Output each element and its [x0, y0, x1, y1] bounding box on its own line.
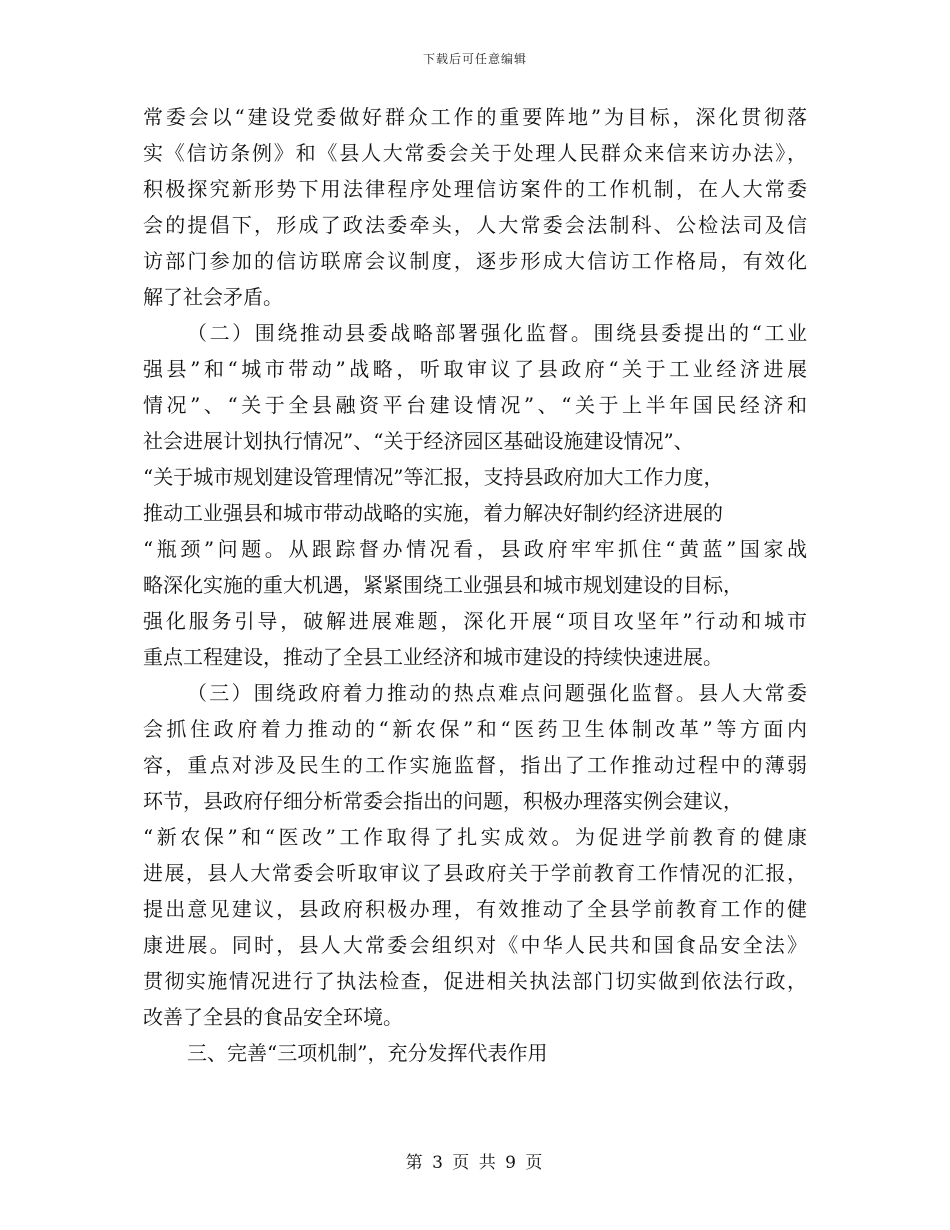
document-body: [143, 99, 807, 1071]
text-line: 情况”、“关于全县融资平台建设情况”、“关于上半年国民经济和: [143, 393, 807, 417]
text-line: 解了社会矛盾。: [143, 285, 283, 309]
text-line: 会抓住政府着力推动的“新农保”和“医药卫生体制改革”等方面内: [143, 717, 807, 741]
text-line: 进展，县人大常委会听取审议了县政府关于学前教育工作情况的汇报，: [143, 861, 807, 885]
text-line: 提出意见建议，县政府积极办理，有效推动了全县学前教育工作的健: [143, 897, 807, 921]
text-line: 改善了全县的食品安全环境。: [143, 1005, 403, 1029]
text-line: “关于城市规划建设管理情况”等汇报，支持县政府加大工作力度，: [143, 465, 724, 489]
text-line: 贯彻实施情况进行了执法检查，促进相关执法部门切实做到依法行政，: [143, 969, 807, 993]
text-line: 重点工程建设，推动了全县工业经济和城市建设的持续快速进展。: [143, 645, 723, 669]
section-3-heading-line: （三）围绕政府着力推动的热点难点问题强化监督。县人大常委: [187, 681, 807, 705]
text-line: 常委会以“建设党委做好群众工作的重要阵地”为目标，深化贯彻落: [143, 105, 807, 129]
text-line: “瓶颈”问题。从跟踪督办情况看，县政府牢牢抓住“黄蓝”国家战: [143, 537, 807, 561]
section-2-heading-line: （二）围绕推动县委战略部署强化监督。围绕县委提出的“工业: [187, 321, 807, 345]
text-line: “新农保”和“医改”工作取得了扎实成效。为促进学前教育的健康: [143, 825, 807, 849]
text-line: 康进展。同时，县人大常委会组织对《中华人民共和国食品安全法》: [143, 933, 807, 957]
text-line: 环节，县政府仔细分析常委会指出的问题，积极办理落实例会建议，: [143, 789, 743, 813]
text-line: 社会进展计划执行情况”、“关于经济园区基础设施建设情况”、: [143, 429, 694, 453]
text-line: 会的提倡下，形成了政法委牵头，人大常委会法制科、公检法司及信: [143, 213, 807, 237]
section-heading-three-mechanisms: 三、完善“三项机制”，充分发挥代表作用: [187, 1041, 548, 1065]
text-line: 容，重点对涉及民生的工作实施监督，指出了工作推动过程中的薄弱: [143, 753, 807, 777]
text-line: 强化服务引导，破解进展难题，深化开展“项目攻坚年”行动和城市: [143, 609, 807, 633]
text-line: 积极探究新形势下用法律程序处理信访案件的工作机制，在人大常委: [143, 177, 807, 201]
text-line: 推动工业强县和城市带动战略的实施，着力解决好制约经济进展的: [143, 501, 723, 525]
download-note: 下载后可任意编辑: [422, 52, 527, 66]
page-number: 第 3 页 共 9 页: [405, 1153, 545, 1173]
text-line: 实《信访条例》和《县人大常委会关于处理人民群众来信来访办法》，: [143, 141, 807, 165]
text-line: 访部门参加的信访联席会议制度，逐步形成大信访工作格局，有效化: [143, 249, 807, 273]
text-line: 强县”和“城市带动”战略，听取审议了县政府“关于工业经济进展: [143, 357, 807, 381]
text-line: 略深化实施的重大机遇，紧紧围绕工业强县和城市规划建设的目标，: [143, 573, 743, 597]
